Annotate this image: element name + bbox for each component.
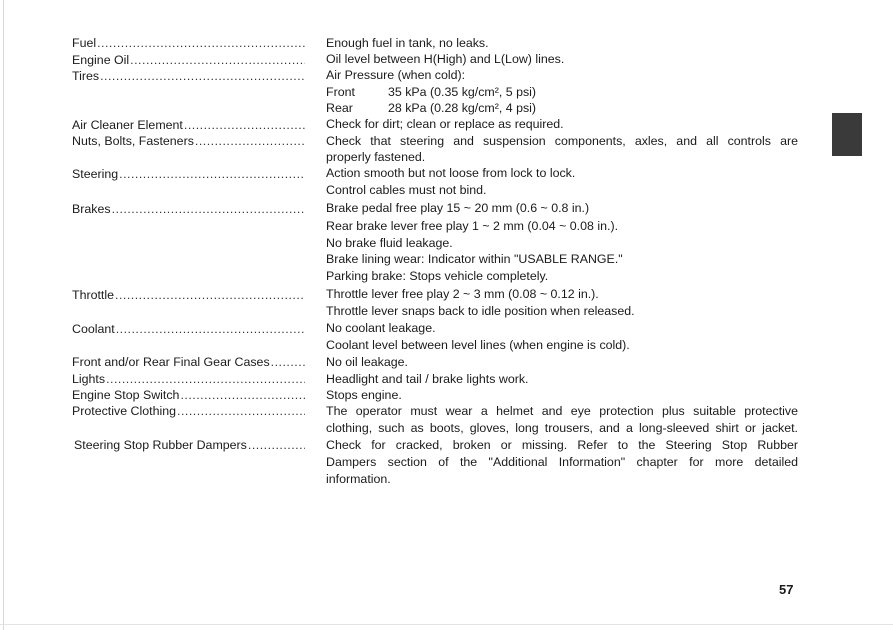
tire-pressure-front <box>326 84 798 100</box>
criteria-line: Parking brake: Stops vehicle completely. <box>326 269 549 283</box>
criteria-line: No coolant leakage. <box>326 321 436 335</box>
item-label: Engine Oil <box>72 53 130 67</box>
dot-leader <box>180 387 305 403</box>
item-label: Brakes <box>72 202 111 216</box>
criteria-line: Throttle lever snaps back to idle position when released. <box>326 304 635 318</box>
dot-leader <box>271 354 305 370</box>
criteria-line: Control cables must not bind. <box>326 183 487 197</box>
dot-leader <box>119 166 305 182</box>
item-brakes <box>72 201 305 217</box>
dot-leader <box>177 403 305 419</box>
item-label: Coolant <box>72 322 115 336</box>
item-label: Steering <box>72 167 119 181</box>
criteria-line: Check that steering and suspension components, axles, and all controls are <box>326 134 798 148</box>
criteria-line: No brake fluid leakage. <box>326 236 453 250</box>
criteria-line: Enough fuel in tank, no leaks. <box>326 36 489 50</box>
item-nuts-bolts-fasteners <box>72 133 305 149</box>
criteria-line: clothing, such as boots, gloves, long trousers, and a long-sleeved shirt or jacket. <box>326 421 798 435</box>
section-thumb-tab <box>832 113 862 156</box>
dot-leader <box>130 52 305 68</box>
tire-pressure-rear <box>326 100 798 116</box>
dot-leader <box>106 371 305 387</box>
item-coolant <box>72 321 305 337</box>
item-label: Tires <box>72 69 100 83</box>
page-edge-line <box>3 0 4 630</box>
item-label: Air Cleaner Element <box>72 118 183 132</box>
item-tires <box>72 68 305 84</box>
criteria-line: Air Pressure (when cold): <box>326 68 466 82</box>
dot-leader <box>97 35 305 51</box>
item-air-cleaner-element <box>72 117 305 133</box>
item-label: Front and/or Rear Final Gear Cases <box>72 355 270 369</box>
criteria-line: Action smooth but not loose from lock to lock. <box>326 166 576 180</box>
criteria-line: The operator must wear a helmet and eye protection plus suitable protective <box>326 404 798 418</box>
criteria-line: Throttle lever free play 2 ~ 3 mm (0.08 ~ 0.12 in.). <box>326 287 599 301</box>
item-final-gear-cases <box>72 354 305 370</box>
criteria-line: Check for cracked, broken or missing. Refer to the Steering Stop Rubber <box>326 438 798 452</box>
page-bottom-line <box>0 624 893 625</box>
dot-leader <box>195 133 305 149</box>
tire-pressure-value: 28 kPa (0.28 kg/cm², 4 psi) <box>388 101 537 115</box>
dot-leader <box>100 68 305 84</box>
tire-pressure-value: 35 kPa (0.35 kg/cm², 5 psi) <box>388 85 537 99</box>
item-lights <box>72 371 305 387</box>
dot-leader <box>115 287 305 303</box>
tire-position-label: Front <box>326 85 355 99</box>
item-label: Steering Stop Rubber Dampers <box>74 438 247 452</box>
criteria-line: No oil leakage. <box>326 355 408 369</box>
criteria-line: Brake lining wear: Indicator within "USABLE RANGE." <box>326 252 623 266</box>
criteria-line: Coolant level between level lines (when engine is cold). <box>326 338 630 352</box>
item-label: Fuel <box>72 36 97 50</box>
criteria-line: properly fastened. <box>326 150 426 164</box>
criteria-line: Headlight and tail / brake lights work. <box>326 372 529 386</box>
criteria-line: Check for dirt; clean or replace as required. <box>326 117 564 131</box>
criteria-line: Oil level between H(High) and L(Low) lines. <box>326 52 565 66</box>
page-number: 57 <box>779 582 794 597</box>
criteria-line: Brake pedal free play 15 ~ 20 mm (0.6 ~ 0.8 in.) <box>326 201 590 215</box>
criteria-line: information. <box>326 472 391 486</box>
dot-leader <box>112 201 305 217</box>
tire-position-label: Rear <box>326 101 353 115</box>
item-steering <box>72 166 305 182</box>
item-engine-oil <box>72 52 305 68</box>
item-fuel <box>72 35 305 51</box>
item-label: Engine Stop Switch <box>72 388 180 402</box>
dot-leader <box>248 437 305 453</box>
item-protective-clothing <box>72 403 305 419</box>
item-throttle <box>72 287 305 303</box>
item-label: Lights <box>72 372 106 386</box>
criteria-line: Stops engine. <box>326 388 402 402</box>
criteria-line: Dampers section of the "Additional Information" chapter for more detailed <box>326 455 798 469</box>
criteria-line: Rear brake lever free play 1 ~ 2 mm (0.04 ~ 0.08 in.). <box>326 219 619 233</box>
dot-leader <box>184 117 305 133</box>
item-label: Protective Clothing <box>72 404 176 418</box>
item-label: Throttle <box>72 288 115 302</box>
item-engine-stop-switch <box>72 387 305 403</box>
item-steering-stop-rubber-dampers <box>74 437 305 453</box>
item-label: Nuts, Bolts, Fasteners <box>72 134 194 148</box>
dot-leader <box>116 321 305 337</box>
